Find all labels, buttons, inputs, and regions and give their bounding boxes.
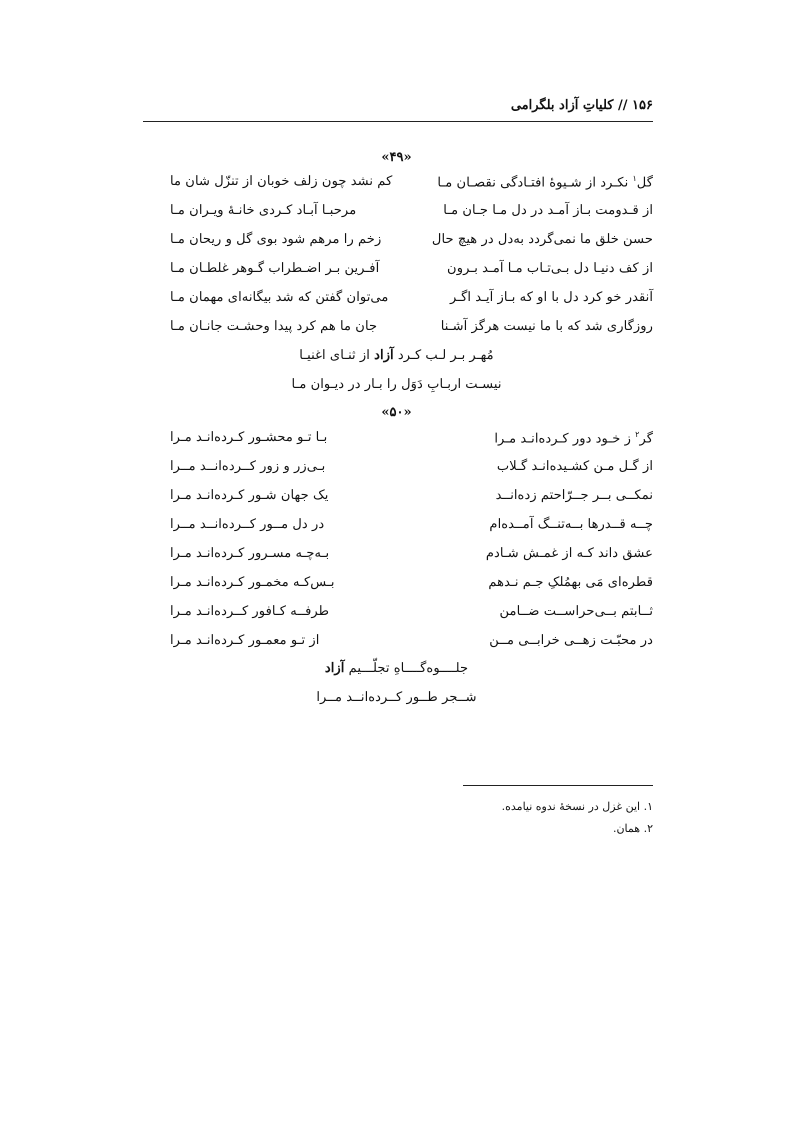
footnote-2: ۲. همان.: [612, 822, 653, 835]
poem-50-verse-5: [170, 546, 653, 568]
poem-49-verse-6: [170, 319, 653, 341]
hemistich-second: بـا تـو محشـور کـرده‌انـد مـرا: [170, 430, 328, 445]
footnote-marker-2: ۲: [635, 430, 640, 439]
hemistich-first: از کف دنیـا دل بـی‌تـاب مـا آمـد بـرون: [447, 261, 653, 276]
poem-50-verse-7: [170, 604, 653, 626]
poem-49-closing-2: نیسـت اربـابِ دَوَل را بـار در دیـوان مـا: [291, 377, 502, 392]
poem-49-verse-1: [170, 174, 653, 196]
poem-50-closing-1: جلــــوه‌گــــاهِ تجلّـــیم آزاد: [324, 661, 469, 676]
hemistich-first: حسن خلق ما نمی‌گردد به‌دل در هیچ حال: [431, 232, 653, 247]
hemistich-second: در دل مــور کــرده‌انــد مــرا: [170, 517, 325, 532]
page-number: ۱۵۶: [632, 98, 653, 113]
hemistich-first: از قـدومت بـاز آمـد در دل مـا جـان مـا: [443, 203, 653, 218]
poem-50-verse-3: [170, 488, 653, 510]
poem-49-verse-5: [170, 290, 653, 312]
poem-50-closing-2: شــجر طــور کــرده‌انــد مــرا: [316, 690, 477, 705]
hemistich-second: جان ما هم کرد پیدا وحشـت جانـان مـا: [170, 319, 378, 334]
poem-49-verse-3: [170, 232, 653, 254]
poem-50-verse-4: [170, 517, 653, 539]
footnote-rule: [463, 785, 653, 786]
poet-name: آزاد: [324, 661, 345, 676]
poet-name: آزاد: [374, 348, 394, 363]
hemistich-second: بـس‌کـه مخمـور کـرده‌انـد مـرا: [170, 575, 335, 590]
running-header: [143, 96, 653, 118]
hemistich-first: عشق داند کـه از غمـش شـادم: [485, 546, 653, 561]
hemistich-first: چــه قــدرها بــه‌تنــگ آمــده‌ام: [489, 517, 653, 532]
hemistich-first: ثــابتم بــی‌حراســت ضــامن: [499, 604, 653, 619]
hemistich-first: در محبّـت زهــی خرابــی مــن: [489, 633, 653, 648]
hemistich-second: طرفــه کـافور کــرده‌انـد مـرا: [170, 604, 330, 619]
hemistich-first: آنقدر خو کرد دل با او که بـاز آیـد اگـر: [449, 290, 653, 305]
poem-50-verse-6: [170, 575, 653, 597]
poem-50-verse-8: [170, 633, 653, 655]
footnote-marker-1: ۱: [632, 174, 637, 183]
header-rule: [143, 121, 653, 122]
hemistich-second: کم نشد چون زلف خوبان از تنزّل شان ما: [170, 174, 393, 189]
poem-50-verse-2: [170, 459, 653, 481]
hemistich-first: گل$^۱$ نکـرد از شـیوهٔ افتـادگی نقصـان مـا: [437, 174, 653, 191]
hemistich-first: روزگاری شد که با ما نیست هرگز آشـنا: [440, 319, 653, 334]
hemistich-first: قطره‌ای مَی بهمُلکِ جـم نـدهم: [488, 575, 653, 590]
book-title: کلیاتِ آزاد بلگرامی: [510, 98, 614, 113]
hemistich-second: یک جهان شـور کـرده‌انـد مـرا: [170, 488, 329, 503]
hemistich-first: از گـل مـن کشـیده‌انـد گـلاب: [496, 459, 653, 474]
poem-49-title: «۴۹»: [381, 150, 412, 165]
poem-49-closing-1: مُهـر بـر لـب کـرد آزاد از ثنـای اغنیـا: [299, 348, 494, 363]
footnote-1: ۱. این غزل در نسخهٔ ندوه نیامده.: [501, 800, 653, 813]
hemistich-second: زخم را مرهم شود بوی گل و ریحان مـا: [170, 232, 382, 247]
hemistich-second: بـی‌زر و زور کــرده‌انــد مــرا: [170, 459, 326, 474]
poem-49-verse-4: [170, 261, 653, 283]
hemistich-second: از تـو معمـور کـرده‌انـد مـرا: [170, 633, 320, 648]
hemistich-first: نمکــی بــر جــرّاحتم زده‌انــد: [495, 488, 653, 503]
hemistich-first: گر$^۲$ ز خـود دور کـرده‌انـد مـرا: [494, 430, 653, 447]
poem-50-title: «۵۰»: [381, 405, 412, 420]
hemistich-second: می‌توان گفتن که شد بیگانه‌ای مهمان مـا: [170, 290, 389, 305]
hemistich-second: مرحبـا آبـاد کـردی خانـهٔ ویـران مـا: [170, 203, 357, 218]
header-separator: //: [618, 98, 628, 113]
hemistich-second: آفـرین بـر اضـطراب گـوهر غلطـان مـا: [170, 261, 380, 276]
poem-50-verse-1: [170, 430, 653, 452]
poem-49-verse-2: [170, 203, 653, 225]
hemistich-second: بـه‌چـه مسـرور کـرده‌انـد مـرا: [170, 546, 330, 561]
